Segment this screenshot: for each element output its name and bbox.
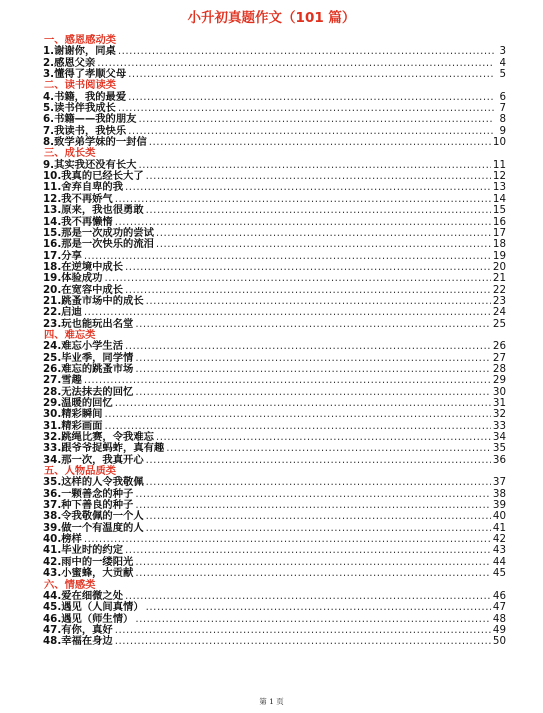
toc-entry-title: 13.原来，我也很勇敢: [43, 204, 144, 217]
toc-entry: [43, 409, 506, 420]
toc-entry-title: 6.书籍——我的朋友: [43, 113, 137, 126]
toc-entry-title: 22.启迪: [43, 306, 82, 319]
toc-entry-page: 43: [492, 544, 506, 557]
toc-entry-title: 5.读书伴我成长: [43, 102, 116, 115]
toc-entry-page: 26: [492, 340, 506, 353]
dot-leader: [156, 239, 491, 250]
toc-entry-title: 1.谢谢你，同桌: [43, 45, 116, 58]
toc-entry-title: 30.精彩瞬间: [43, 408, 103, 421]
toc-entry-page: 47: [492, 601, 506, 614]
dot-leader: [135, 353, 491, 364]
toc-entry: [43, 319, 506, 330]
toc-entry-page: 36: [492, 453, 506, 466]
toc-entry-page: 25: [492, 317, 506, 330]
toc-entry-title: 36.一颗善念的种子: [43, 487, 134, 500]
toc-entry-title: 44.爱在细微之处: [43, 589, 124, 602]
toc-entry-title: 8.致学弟学妹的一封信: [43, 136, 147, 149]
toc-entry-page: 22: [492, 283, 506, 296]
toc-entry-title: 41.毕业时的约定: [43, 544, 124, 557]
toc-entry-page: 15: [492, 204, 506, 217]
toc-entry-title: 38.令我敬佩的一个人: [43, 510, 144, 523]
toc-entry-title: 32.跳绳比赛，令我难忘: [43, 431, 154, 444]
dot-leader: [125, 591, 491, 602]
dot-leader: [125, 182, 491, 193]
toc-entry-page: 45: [492, 567, 506, 580]
toc-entry-title: 17.分享: [43, 249, 82, 262]
dot-leader: [146, 602, 491, 613]
toc-entry-title: 31.精彩画面: [43, 419, 103, 432]
toc-entry-page: 18: [492, 238, 506, 251]
dot-leader: [128, 69, 494, 80]
toc-entry-title: 48.幸福在身边: [43, 635, 113, 648]
toc-entry-title: 37.种下善良的种子: [43, 499, 134, 512]
toc-entry-page: 37: [492, 476, 506, 489]
toc-entry-title: 28.无法抹去的回忆: [43, 385, 134, 398]
toc-entry-title: 42.雨中的一缕阳光: [43, 555, 134, 568]
dot-leader: [125, 341, 491, 352]
toc-entry-title: 10.我真的已经长大了: [43, 170, 144, 183]
toc-entry-title: 27.雪趣: [43, 374, 82, 387]
toc-entry-title: 45.遇见（人间真情）: [43, 601, 144, 614]
dot-leader: [149, 137, 491, 148]
toc-entry-page: 6: [499, 90, 506, 103]
toc-entry-page: 48: [492, 612, 506, 625]
dot-leader: [115, 217, 491, 228]
dot-leader: [146, 523, 491, 534]
dot-leader: [146, 296, 491, 307]
toc-entry-title: 7.我读书，我快乐: [43, 124, 127, 137]
toc-entry-title: 9.其实我还没有长大: [43, 158, 137, 171]
toc-entry: [43, 568, 506, 579]
toc-entry: [43, 239, 506, 250]
dot-leader: [84, 251, 491, 262]
toc-entry-page: 9: [499, 124, 506, 137]
toc-entry-page: 46: [492, 589, 506, 602]
dot-leader: [125, 262, 491, 273]
toc-entry-title: 2.感恩父亲: [43, 56, 96, 69]
toc-entry-title: 14.我不再懒惰: [43, 215, 113, 228]
toc-entry-title: 29.温暖的回忆: [43, 397, 113, 409]
toc-entry-page: 30: [492, 385, 506, 398]
toc-entry: [43, 273, 506, 284]
toc-entry: [43, 307, 506, 318]
dot-leader: [135, 387, 491, 398]
dot-leader: [128, 92, 494, 103]
toc-entry-page: 12: [492, 170, 506, 183]
toc-entry-page: 11: [492, 158, 506, 171]
toc-entry-page: 42: [492, 533, 506, 546]
toc-entry-page: 40: [492, 510, 506, 523]
dot-leader: [118, 103, 494, 114]
dot-leader: [125, 545, 491, 556]
toc-entry-page: 16: [492, 215, 506, 228]
dot-leader: [84, 307, 491, 318]
toc-entry: [43, 137, 506, 148]
toc-entry: [43, 602, 506, 613]
toc-entry: [43, 205, 506, 216]
toc-entry-page: 19: [492, 249, 506, 262]
toc-entry: [43, 296, 506, 307]
toc-entry: [43, 636, 506, 647]
dot-leader: [156, 228, 491, 239]
dot-leader: [146, 511, 491, 522]
toc-entry-page: 10: [492, 136, 506, 149]
toc-entry-page: 17: [492, 226, 506, 239]
section-heading: 五、人物品质类: [44, 465, 117, 478]
dot-leader: [97, 58, 494, 69]
dot-leader: [125, 285, 491, 296]
toc-entry-title: 43.小蜜蜂，大贡献: [43, 567, 134, 580]
dot-leader: [84, 534, 491, 545]
toc-entry-page: 13: [492, 181, 506, 194]
document-title: 小升初真题作文（101 篇）: [187, 10, 356, 26]
toc-entry: [43, 375, 506, 386]
dot-leader: [104, 409, 490, 420]
dot-leader: [104, 421, 490, 432]
toc-entry-page: 44: [492, 555, 506, 568]
toc-entry-page: 21: [492, 272, 506, 285]
toc-entry-title: 4.书籍，我的最爱: [43, 90, 127, 103]
dot-leader: [135, 557, 491, 568]
toc-entry-page: 35: [492, 442, 506, 455]
dot-leader: [156, 432, 491, 443]
toc-entry-page: 8: [499, 113, 506, 126]
table-of-contents: [43, 35, 506, 648]
toc-entry-page: 50: [492, 635, 506, 648]
toc-entry-page: 23: [492, 294, 506, 307]
toc-entry-title: 33.跟爷爷捉蚂蚱，真有趣: [43, 442, 165, 455]
toc-entry-title: 40.榜样: [43, 533, 82, 546]
dot-leader: [146, 477, 491, 488]
toc-entry-page: 34: [492, 431, 506, 444]
toc-entry-page: 3: [499, 45, 506, 58]
toc-entry-title: 21.跳蚤市场中的成长: [43, 294, 144, 307]
section-heading: 三、成长类: [44, 147, 96, 160]
section-heading: 一、感恩感动类: [44, 34, 117, 46]
toc-entry-title: 47.有你，真好: [43, 623, 113, 636]
dot-leader: [166, 443, 491, 454]
toc-entry-title: 34.那一次，我真开心: [43, 453, 144, 466]
dot-leader: [115, 625, 491, 636]
toc-entry-title: 15.那是一次成功的尝试: [43, 226, 154, 239]
toc-entry-page: 31: [492, 397, 506, 409]
toc-entry: [43, 46, 506, 57]
toc-entry-page: 41: [492, 521, 506, 534]
dot-leader: [115, 636, 491, 647]
section-heading: 四、难忘类: [44, 328, 96, 341]
dot-leader: [135, 489, 491, 500]
dot-leader: [135, 319, 491, 330]
dot-leader: [135, 614, 491, 625]
dot-leader: [138, 114, 494, 125]
toc-entry: [43, 523, 506, 534]
toc-entry-title: 35.这样的人令我敬佩: [43, 476, 144, 489]
toc-entry-page: 32: [492, 408, 506, 421]
dot-leader: [146, 171, 491, 182]
toc-entry: [43, 398, 506, 409]
dot-leader: [135, 500, 491, 511]
dot-leader: [135, 568, 491, 579]
toc-entry-title: 16.那是一次快乐的流泪: [43, 238, 154, 251]
dot-leader: [135, 364, 491, 375]
toc-entry-title: 12.我不再娇气: [43, 192, 113, 205]
toc-entry-page: 14: [492, 192, 506, 205]
section-heading: 六、情感类: [44, 578, 96, 591]
dot-leader: [118, 46, 494, 57]
toc-entry-page: 28: [492, 362, 506, 375]
section-heading: 二、读书阅读类: [44, 79, 117, 92]
toc-entry-page: 49: [492, 623, 506, 636]
dot-leader: [115, 398, 491, 409]
toc-entry-title: 39.做一个有温度的人: [43, 521, 144, 534]
dot-leader: [146, 455, 491, 466]
toc-entry-page: 20: [492, 260, 506, 273]
toc-entry-title: 25.毕业季，同学情: [43, 351, 134, 364]
toc-entry-title: 3.懂得了孝顺父母: [43, 68, 127, 81]
toc-entry-page: 4: [499, 56, 506, 69]
page-footer: 第 1 页: [259, 697, 284, 706]
toc-entry-title: 23.玩也能玩出名堂: [43, 317, 134, 330]
toc-entry-title: 46.遇见（师生情）: [43, 612, 134, 625]
toc-entry: [43, 341, 506, 352]
dot-leader: [146, 205, 491, 216]
toc-entry-page: 27: [492, 351, 506, 364]
toc-entry-title: 26.难忘的跳蚤市场: [43, 362, 134, 375]
toc-entry: [43, 364, 506, 375]
dot-leader: [128, 126, 494, 137]
dot-leader: [138, 160, 490, 171]
toc-entry-title: 19.体验成功: [43, 272, 103, 285]
dot-leader: [84, 375, 491, 386]
toc-entry-title: 24.难忘小学生活: [43, 340, 124, 353]
dot-leader: [104, 273, 490, 284]
dot-leader: [115, 194, 491, 205]
toc-entry-page: 24: [492, 306, 506, 319]
toc-entry-page: 38: [492, 487, 506, 500]
toc-entry-page: 29: [492, 374, 506, 387]
toc-entry-title: 18.在逆境中成长: [43, 260, 124, 273]
toc-entry-title: 20.在宽容中成长: [43, 283, 124, 296]
toc-entry-page: 7: [499, 102, 506, 115]
toc-entry: [43, 262, 506, 273]
toc-entry-title: 11.舍弃自卑的我: [43, 181, 124, 194]
toc-entry-page: 39: [492, 499, 506, 512]
toc-entry-page: 5: [499, 68, 506, 81]
toc-entry-page: 33: [492, 419, 506, 432]
